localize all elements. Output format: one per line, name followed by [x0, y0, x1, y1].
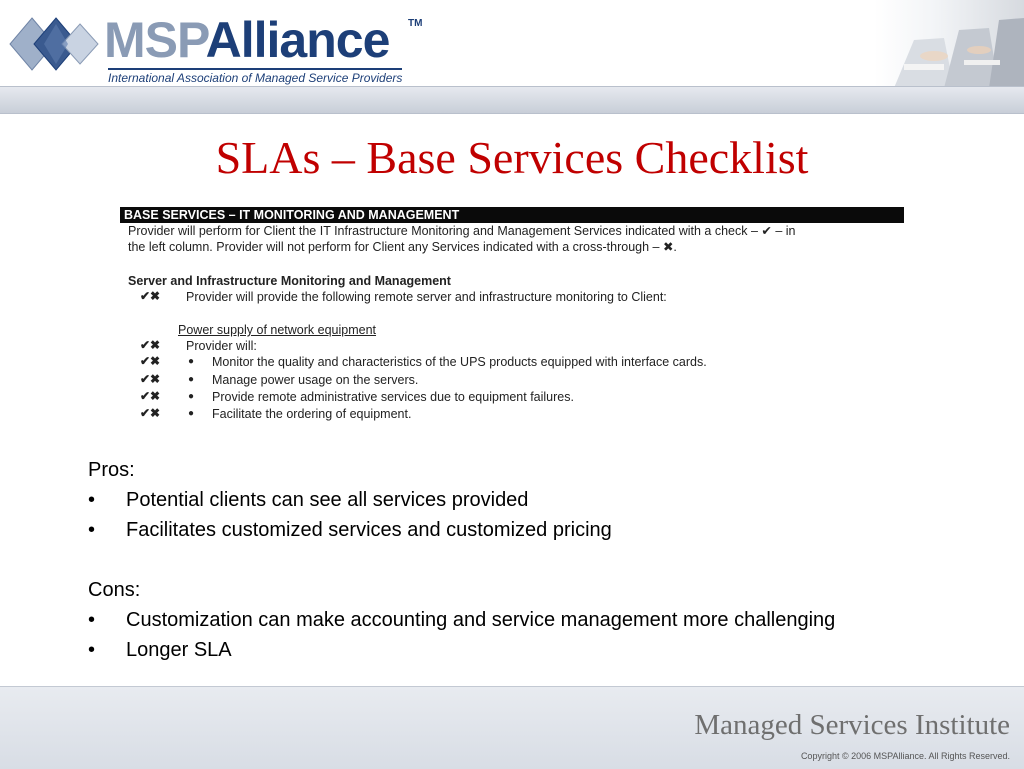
bullet-icon: ●: [188, 391, 195, 402]
logo-alliance: Alliance: [205, 12, 390, 68]
pros-item: Facilitates customized services and customized pricing: [126, 519, 612, 541]
doc-intro-line-2: the left column. Provider will not perform for Client any Services indicated with a cross-through – ✖.: [128, 240, 677, 254]
logo-tagline: International Association of Managed Service Providers: [108, 68, 402, 85]
bullet-icon: •: [88, 609, 96, 631]
bullet-icon: •: [88, 639, 96, 661]
bullet-icon: ●: [188, 356, 195, 367]
check-cross-icon: ✔✖: [140, 338, 161, 352]
doc-item: Monitor the quality and characteristics of the UPS products equipped with interface cards.: [212, 355, 707, 369]
footer-copyright: Copyright © 2006 MSPAlliance. All Rights Reserved.: [800, 751, 1010, 761]
logo-msp: MSP: [104, 12, 206, 68]
check-cross-icon: ✔✖: [140, 289, 161, 303]
doc-item: Manage power usage on the servers.: [212, 373, 419, 387]
cons-label: Cons:: [88, 579, 141, 601]
doc-intro-line-1: Provider will perform for Client the IT Infrastructure Monitoring and Management Services indicated with a check – ✔ – in: [128, 224, 796, 238]
header-photo: [874, 0, 1024, 88]
meeting-photo-icon: [874, 0, 1024, 88]
check-cross-icon: ✔✖: [140, 389, 161, 403]
logo-trademark: TM: [408, 18, 423, 29]
bullet-icon: ●: [188, 374, 195, 385]
pros-item: Potential clients can see all services provided: [126, 489, 529, 511]
doc-header: BASE SERVICES – IT MONITORING AND MANAGEMENT: [120, 207, 904, 223]
doc-provider-will: Provider will:: [186, 339, 257, 353]
doc-section-line: Provider will provide the following remote server and infrastructure monitoring to Client:: [186, 290, 667, 304]
bullet-icon: ●: [188, 408, 195, 419]
check-cross-icon: ✔✖: [140, 406, 161, 420]
doc-item: Provide remote administrative services due to equipment failures.: [212, 390, 574, 404]
slide-footer: [0, 686, 1024, 769]
check-cross-icon: ✔✖: [140, 354, 161, 368]
bullet-icon: •: [88, 489, 96, 511]
checklist-document: [120, 207, 904, 429]
check-cross-icon: ✔✖: [140, 372, 161, 386]
slide-header: [0, 0, 1024, 112]
doc-sub-title: Power supply of network equipment: [178, 323, 377, 337]
cons-item: Customization can make accounting and service management more challenging: [126, 609, 836, 631]
pros-label: Pros:: [88, 459, 135, 481]
footer-brand: Managed Services Institute: [694, 709, 1010, 741]
logo-wordmark: [104, 10, 389, 70]
doc-section-title: Server and Infrastructure Monitoring and Management: [128, 274, 451, 288]
mspalliance-logo: [8, 8, 428, 85]
cons-item: Longer SLA: [126, 639, 232, 661]
doc-item: Facilitate the ordering of equipment.: [212, 407, 412, 421]
bullet-icon: •: [88, 519, 96, 541]
slide-title: SLAs – Base Services Checklist: [215, 132, 809, 183]
diamond-logo-icon: [8, 14, 104, 74]
header-strip: [0, 86, 1024, 114]
